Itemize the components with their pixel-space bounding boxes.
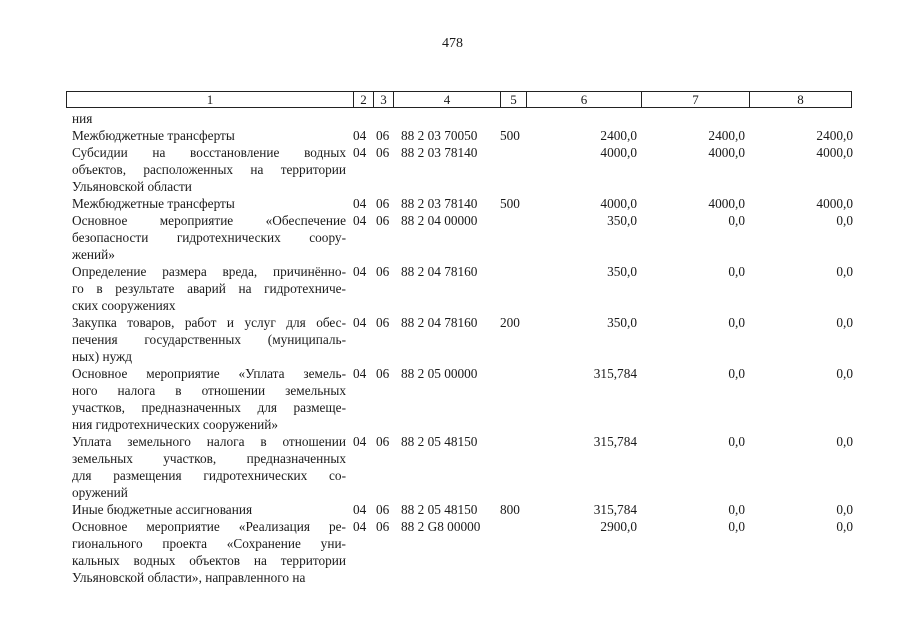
cell-c5: 200 [500,315,520,330]
table-row [0,195,905,212]
table-row [0,263,905,314]
description-line: Закупка товаров, работ и услуг для обес- [72,315,346,330]
cell-c2: 04 [353,315,367,330]
table-row [0,518,905,586]
cell-c2: 04 [353,145,367,160]
table-row [0,144,905,195]
cell-c4: 88 2 03 78140 [401,145,478,160]
cell-c7: 0,0 [728,315,745,330]
cell-c7: 4000,0 [708,145,745,160]
cell-c7: 0,0 [728,264,745,279]
description-line: земельных участков, предназначенных [72,451,346,466]
cell-c8: 2400,0 [816,128,853,143]
cell-c2: 04 [353,502,367,517]
cell-c8: 0,0 [836,213,853,228]
cell-c4: 88 2 G8 00000 [401,519,481,534]
cell-c4: 88 2 05 48150 [401,502,478,517]
row-description [72,433,346,501]
description-line: Определение размера вреда, причинённо- [72,264,346,279]
description-line: гионального проекта «Сохранение уни- [72,536,346,551]
header-col-1: 1 [67,92,354,107]
cell-c2: 04 [353,196,367,211]
description-line: ния гидротехнических сооружений» [72,417,278,432]
cell-c4: 88 2 03 78140 [401,196,478,211]
cell-c3: 06 [376,213,390,228]
description-line: кальных водных объектов на территории [72,553,346,568]
cell-c3: 06 [376,519,390,534]
description-line: объектов, расположенных на территории [72,162,346,177]
description-line: ного налога в отношении земельных [72,383,346,398]
description-line: Ульяновской области [72,179,192,194]
row-description [72,501,346,518]
cell-c5: 500 [500,128,520,143]
description-line: оружений [72,485,128,500]
description-line: Межбюджетные трансферты [72,196,235,211]
description-line: для размещения гидротехнических со- [72,468,346,483]
cell-c7: 0,0 [728,434,745,449]
cell-c6: 350,0 [607,264,637,279]
cell-c3: 06 [376,128,390,143]
cell-c8: 4000,0 [816,145,853,160]
description-line: Субсидии на восстановление водных [72,145,346,160]
cell-c7: 4000,0 [708,196,745,211]
cell-c4: 88 2 04 78160 [401,315,478,330]
description-line: Основное мероприятие «Реализация ре- [72,519,346,534]
cell-c4: 88 2 05 48150 [401,434,478,449]
cell-c3: 06 [376,434,390,449]
table-row [0,501,905,518]
cell-c3: 06 [376,502,390,517]
header-col-6: 6 [527,92,642,107]
table-body [0,110,905,586]
cell-c4: 88 2 04 00000 [401,213,478,228]
cell-c8: 0,0 [836,315,853,330]
description-line: жений» [72,247,115,262]
cell-c7: 0,0 [728,502,745,517]
cell-c7: 0,0 [728,366,745,381]
description-line: ских сооружениях [72,298,176,313]
header-col-4: 4 [394,92,501,107]
table-row [0,433,905,501]
table-row [0,365,905,433]
description-line: ния [72,111,93,126]
cell-c7: 0,0 [728,213,745,228]
table-row [0,127,905,144]
cell-c6: 315,784 [593,502,637,517]
cell-c4: 88 2 03 70050 [401,128,478,143]
cell-c3: 06 [376,315,390,330]
cell-c2: 04 [353,128,367,143]
cell-c3: 06 [376,196,390,211]
description-line: го в результате аварий на гидротехниче- [72,281,346,296]
header-col-2: 2 [354,92,374,107]
cell-c2: 04 [353,366,367,381]
header-col-7: 7 [642,92,750,107]
description-line: Межбюджетные трансферты [72,128,235,143]
table-row [0,110,905,127]
cell-c3: 06 [376,145,390,160]
cell-c8: 0,0 [836,502,853,517]
row-description [72,365,346,433]
description-line: участков, предназначенных для размеще- [72,400,346,415]
cell-c3: 06 [376,264,390,279]
description-line: Ульяновской области», направленного на [72,570,306,585]
row-description [72,518,346,586]
cell-c4: 88 2 05 00000 [401,366,478,381]
cell-c2: 04 [353,264,367,279]
description-line: ных) нужд [72,349,132,364]
description-line: Иные бюджетные ассигнования [72,502,253,517]
header-col-8: 8 [797,92,804,107]
table-header [66,91,852,108]
cell-c6: 2900,0 [600,519,637,534]
cell-c8: 0,0 [836,264,853,279]
row-description [72,195,346,212]
description-line: Уплата земельного налога в отношении [72,434,346,449]
row-description [72,212,346,263]
cell-c2: 04 [353,519,367,534]
row-description [72,127,346,144]
cell-c6: 4000,0 [600,196,637,211]
cell-c7: 2400,0 [708,128,745,143]
cell-c5: 800 [500,502,520,517]
cell-c5: 500 [500,196,520,211]
cell-c2: 04 [353,213,367,228]
cell-c8: 0,0 [836,434,853,449]
cell-c6: 350,0 [607,213,637,228]
cell-c8: 0,0 [836,519,853,534]
cell-c7: 0,0 [728,519,745,534]
page-number: 478 [442,36,463,51]
row-description [72,144,346,195]
table-row [0,212,905,263]
description-line: печения государственных (муниципаль- [72,332,346,347]
cell-c2: 04 [353,434,367,449]
cell-c4: 88 2 04 78160 [401,264,478,279]
header-col-3: 3 [374,92,394,107]
cell-c6: 350,0 [607,315,637,330]
cell-c3: 06 [376,366,390,381]
description-line: Основное мероприятие «Уплата земель- [72,366,346,381]
description-line: безопасности гидротехнических соору- [72,230,346,245]
cell-c6: 315,784 [593,366,637,381]
cell-c6: 315,784 [593,434,637,449]
row-description [72,314,346,365]
table-row [0,314,905,365]
row-description [72,263,346,314]
row-description [72,110,346,127]
cell-c8: 0,0 [836,366,853,381]
cell-c6: 4000,0 [600,145,637,160]
header-col-5: 5 [501,92,527,107]
cell-c6: 2400,0 [600,128,637,143]
description-line: Основное мероприятие «Обеспечение [72,213,346,228]
cell-c8: 4000,0 [816,196,853,211]
